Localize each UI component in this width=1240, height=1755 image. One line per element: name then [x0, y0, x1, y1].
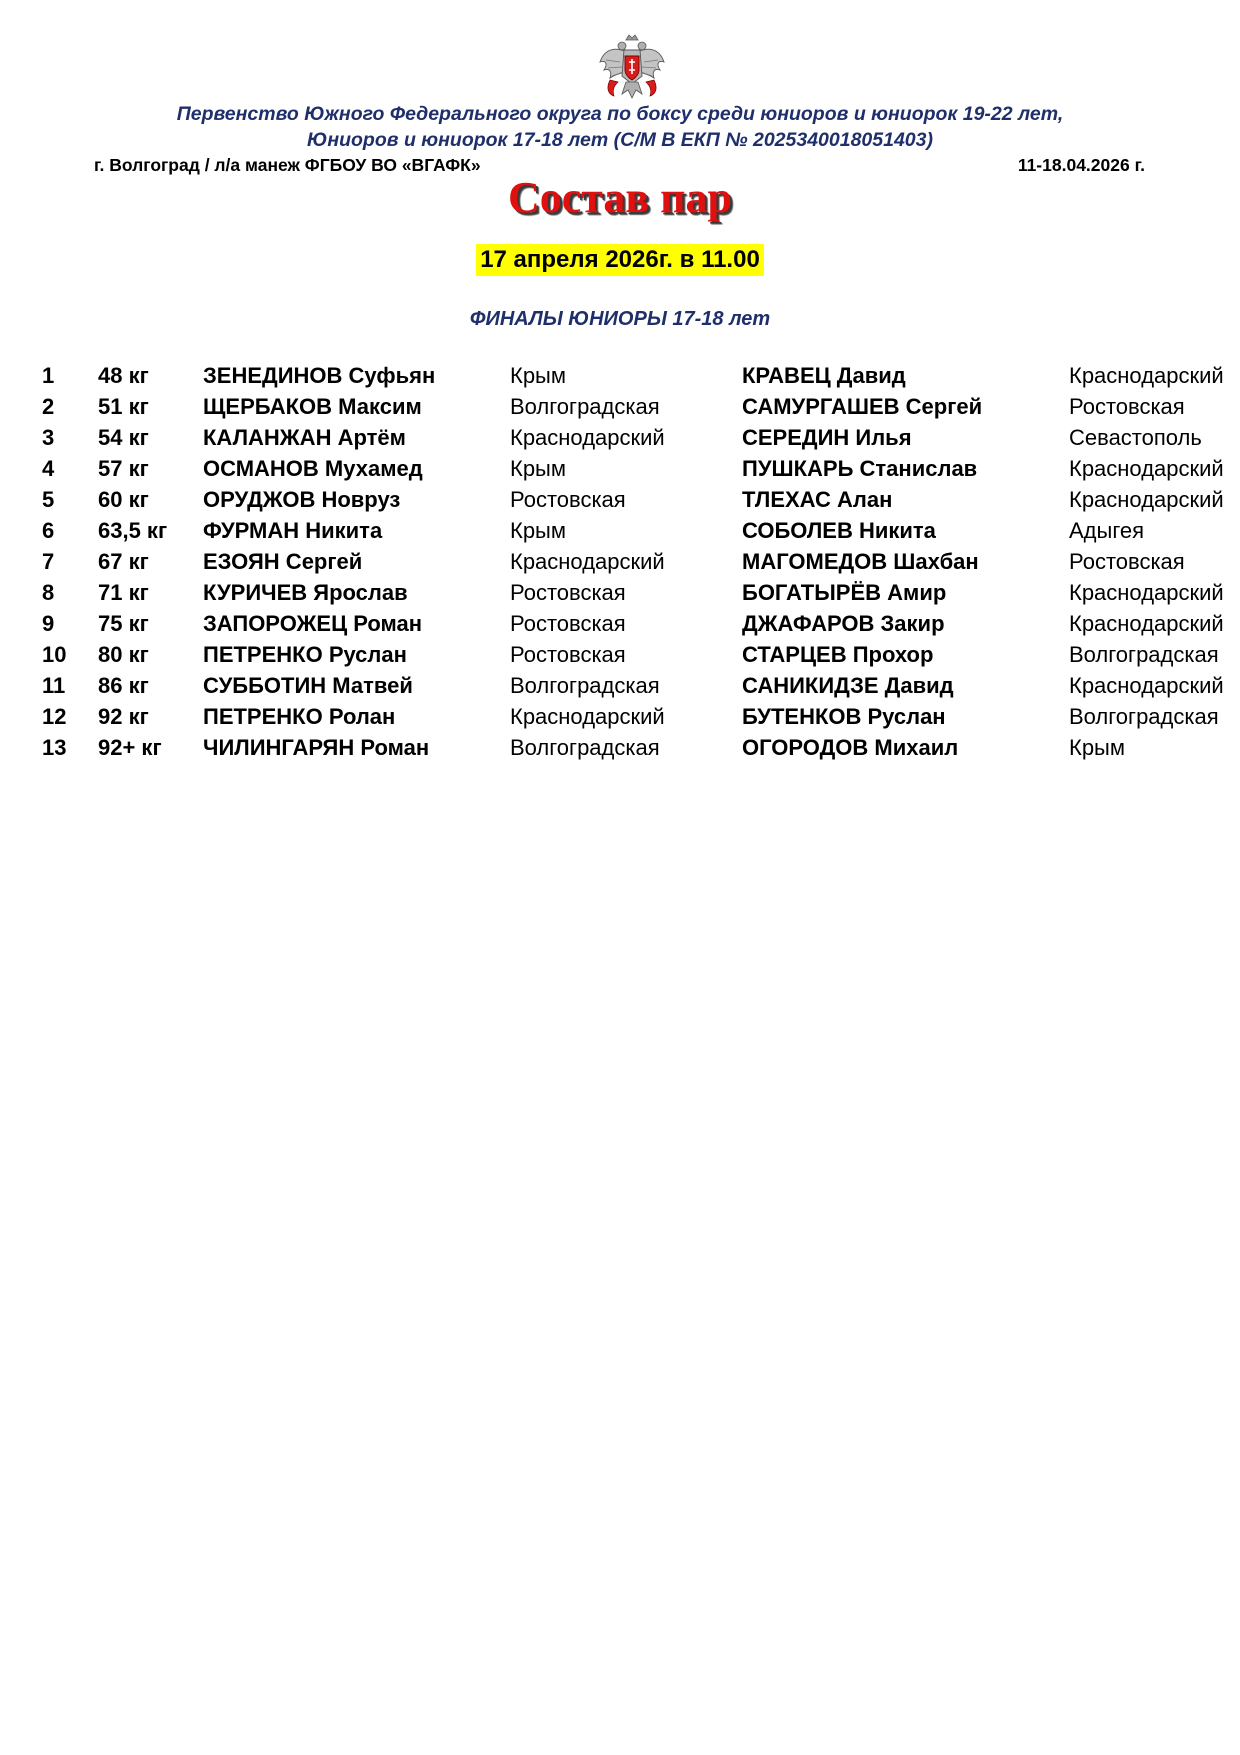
pair-row [0, 580, 1240, 611]
blue-corner-region: Ростовская [1069, 394, 1185, 419]
session-date-wrap [0, 244, 1240, 276]
pair-row [0, 704, 1240, 735]
weight-class: 92+ кг [98, 735, 162, 760]
bout-number: 10 [42, 642, 67, 667]
red-corner-region: Краснодарский [510, 425, 665, 450]
blue-corner-boxer: КРАВЕЦ Давид [742, 363, 906, 388]
red-corner-region: Ростовская [510, 580, 626, 605]
red-corner-region: Ростовская [510, 487, 626, 512]
red-corner-region: Волгоградская [510, 735, 660, 760]
blue-corner-region: Волгоградская [1069, 704, 1219, 729]
bout-number: 3 [42, 425, 55, 450]
pair-row [0, 394, 1240, 425]
red-corner-boxer: ЩЕРБАКОВ Максим [203, 394, 422, 419]
red-corner-region: Крым [510, 456, 566, 481]
blue-corner-boxer: БУТЕНКОВ Руслан [742, 704, 946, 729]
coat-of-arms-emblem-icon [596, 32, 668, 104]
blue-corner-region: Волгоградская [1069, 642, 1219, 667]
red-corner-region: Ростовская [510, 611, 626, 636]
blue-corner-boxer: ТЛЕХАС Алан [742, 487, 893, 512]
bout-number: 9 [42, 611, 55, 636]
blue-corner-boxer: СОБОЛЕВ Никита [742, 518, 936, 543]
red-corner-boxer: ПЕТРЕНКО Ролан [203, 704, 396, 729]
red-corner-boxer: ОРУДЖОВ Новруз [203, 487, 401, 512]
section-title: ФИНАЛЫ ЮНИОРЫ 17-18 лет [469, 308, 771, 330]
weight-class: 75 кг [98, 611, 149, 636]
bout-number: 6 [42, 518, 55, 543]
pair-row [0, 518, 1240, 549]
blue-corner-boxer: ДЖАФАРОВ Закир [742, 611, 945, 636]
blue-corner-region: Краснодарский [1069, 487, 1224, 512]
blue-corner-region: Севастополь [1069, 425, 1202, 450]
event-dates: 11-18.04.2026 г. [1017, 155, 1145, 175]
bout-number: 12 [42, 704, 67, 729]
red-corner-region: Краснодарский [510, 704, 665, 729]
event-title-line-2: Юниоров и юниорок 17-18 лет (С/М В ЕКП № 2025340018051403) [307, 129, 933, 151]
red-corner-boxer: КАЛАНЖАН Артём [203, 425, 406, 450]
pair-row [0, 487, 1240, 518]
blue-corner-boxer: СТАРЦЕВ Прохор [742, 642, 934, 667]
bout-number: 7 [42, 549, 55, 574]
weight-class: 80 кг [98, 642, 149, 667]
blue-corner-boxer: СЕРЕДИН Илья [742, 425, 912, 450]
blue-corner-boxer: САНИКИДЗЕ Давид [742, 673, 954, 698]
bout-number: 11 [42, 673, 66, 698]
blue-corner-region: Адыгея [1069, 518, 1145, 543]
weight-class: 57 кг [98, 456, 149, 481]
pair-row [0, 363, 1240, 394]
bout-number: 2 [42, 394, 55, 419]
blue-corner-region: Ростовская [1069, 549, 1185, 574]
bout-number: 4 [42, 456, 55, 481]
weight-class: 63,5 кг [98, 518, 168, 543]
event-title-line-1: Первенство Южного Федерального округа по боксу среди юниоров и юниорок 19-22 лет, [176, 103, 1064, 125]
red-corner-region: Краснодарский [510, 549, 665, 574]
blue-corner-boxer: САМУРГАШЕВ Сергей [742, 394, 983, 419]
red-corner-boxer: ЕЗОЯН Сергей [203, 549, 363, 574]
pair-row [0, 425, 1240, 456]
red-corner-region: Крым [510, 518, 566, 543]
blue-corner-region: Краснодарский [1069, 580, 1224, 605]
bout-number: 5 [42, 487, 55, 512]
blue-corner-region: Краснодарский [1069, 611, 1224, 636]
red-corner-region: Волгоградская [510, 394, 660, 419]
red-corner-boxer: ОСМАНОВ Мухамед [203, 456, 423, 481]
red-corner-region: Ростовская [510, 642, 626, 667]
pair-row [0, 673, 1240, 704]
red-corner-boxer: ФУРМАН Никита [203, 518, 383, 543]
weight-class: 86 кг [98, 673, 149, 698]
weight-class: 92 кг [98, 704, 149, 729]
red-corner-boxer: СУББОТИН Матвей [203, 673, 413, 698]
page-title: Состав пар [507, 173, 733, 222]
bout-number: 8 [42, 580, 55, 605]
red-corner-boxer: КУРИЧЕВ Ярослав [203, 580, 408, 605]
blue-corner-boxer: ОГОРОДОВ Михаил [742, 735, 959, 760]
weight-class: 71 кг [98, 580, 149, 605]
blue-corner-region: Крым [1069, 735, 1125, 760]
session-date-banner: 17 апреля 2026г. в 11.00 [476, 244, 764, 276]
red-corner-boxer: ЧИЛИНГАРЯН Роман [203, 735, 430, 760]
red-corner-region: Крым [510, 363, 566, 388]
pair-row [0, 549, 1240, 580]
weight-class: 51 кг [98, 394, 149, 419]
pair-row [0, 456, 1240, 487]
pair-row [0, 611, 1240, 642]
weight-class: 54 кг [98, 425, 149, 450]
venue-text: г. Волгоград / л/а манеж ФГБОУ ВО «ВГАФК» [94, 155, 481, 175]
red-corner-boxer: ПЕТРЕНКО Руслан [203, 642, 407, 667]
red-corner-boxer: ЗЕНЕДИНОВ Суфьян [203, 363, 436, 388]
blue-corner-region: Краснодарский [1069, 363, 1224, 388]
bout-number: 1 [42, 363, 55, 388]
bout-number: 13 [42, 735, 67, 760]
blue-corner-boxer: ПУШКАРЬ Станислав [742, 456, 978, 481]
pair-row [0, 735, 1240, 766]
blue-corner-boxer: БОГАТЫРЁВ Амир [742, 580, 947, 605]
pair-row [0, 642, 1240, 673]
pairs-list [0, 363, 1240, 766]
red-corner-region: Волгоградская [510, 673, 660, 698]
weight-class: 60 кг [98, 487, 149, 512]
blue-corner-region: Краснодарский [1069, 673, 1224, 698]
weight-class: 67 кг [98, 549, 149, 574]
red-corner-boxer: ЗАПОРОЖЕЦ Роман [203, 611, 423, 636]
blue-corner-region: Краснодарский [1069, 456, 1224, 481]
blue-corner-boxer: МАГОМЕДОВ Шахбан [742, 549, 979, 574]
weight-class: 48 кг [98, 363, 149, 388]
